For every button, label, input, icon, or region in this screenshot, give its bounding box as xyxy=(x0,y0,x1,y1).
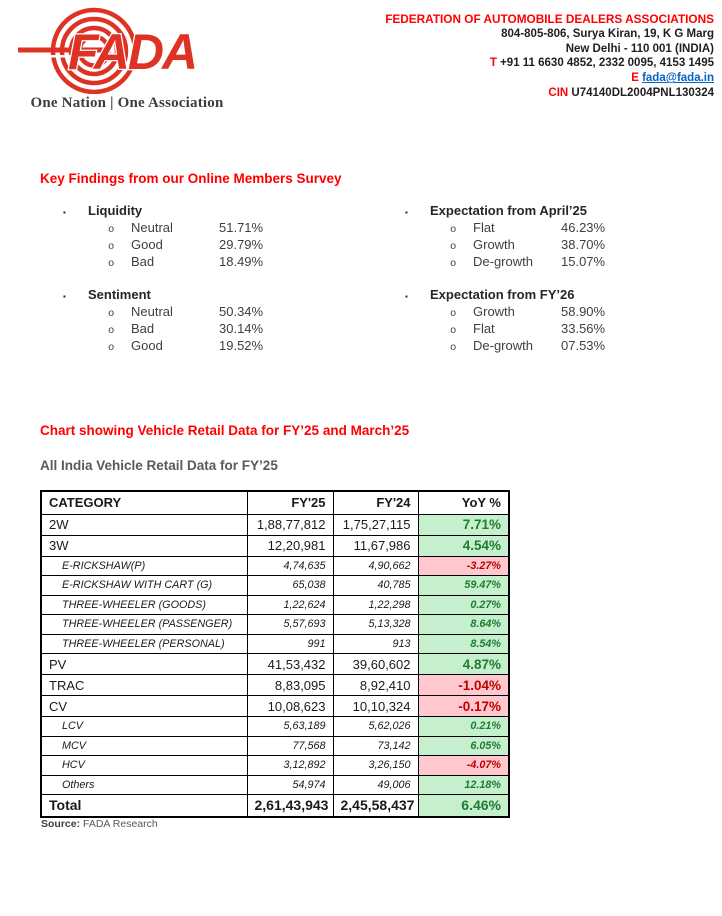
survey-group xyxy=(405,202,722,270)
survey-item-label: Bad xyxy=(131,254,155,269)
fy25-cell: 991 xyxy=(247,634,333,654)
vehicle-table-body xyxy=(41,514,509,817)
yoy-cell: 6.46% xyxy=(418,795,509,817)
table-row xyxy=(41,756,509,776)
square-bullet-icon: ▪ xyxy=(63,292,66,301)
survey-item-value: 19.52% xyxy=(219,338,264,353)
square-bullet-icon: ▪ xyxy=(405,208,408,217)
table-row xyxy=(41,696,509,717)
circle-bullet-icon: o xyxy=(450,325,457,337)
category-cell: THREE-WHEELER (GOODS) xyxy=(41,595,247,615)
survey-group-title-row xyxy=(63,202,393,219)
table-row xyxy=(41,615,509,635)
survey-item-value: 30.14% xyxy=(219,321,264,336)
fy25-cell: 1,88,77,812 xyxy=(247,514,333,535)
yoy-cell: 6.05% xyxy=(418,736,509,756)
fy25-cell: 5,63,189 xyxy=(247,717,333,737)
fy24-cell: 39,60,602 xyxy=(333,654,418,675)
survey-item-row xyxy=(63,253,393,270)
square-bullet-icon: ▪ xyxy=(63,208,66,217)
fy24-cell: 913 xyxy=(333,634,418,654)
survey-item-value: 51.71% xyxy=(219,220,264,235)
table-row xyxy=(41,634,509,654)
email-line xyxy=(354,71,714,86)
fy24-cell: 11,67,986 xyxy=(333,535,418,556)
survey-item-label: De-growth xyxy=(473,338,533,353)
category-cell: Total xyxy=(41,795,247,817)
vehicle-retail-table xyxy=(40,490,510,818)
circle-bullet-icon: o xyxy=(108,325,115,337)
circle-bullet-icon: o xyxy=(108,342,115,354)
survey-item-label: Neutral xyxy=(131,220,173,235)
survey-group-title-row xyxy=(405,286,722,303)
fy24-cell: 10,10,324 xyxy=(333,696,418,717)
circle-bullet-icon: o xyxy=(450,342,457,354)
yoy-cell: 12.18% xyxy=(418,775,509,795)
survey-group-title: Expectation from FY’26 xyxy=(430,287,575,302)
logo-block xyxy=(14,6,240,112)
address-line-1: 804-805-806, Surya Kiran, 19, K G Marg xyxy=(501,27,714,40)
survey-group-title-row xyxy=(63,286,393,303)
fy25-cell: 8,83,095 xyxy=(247,675,333,696)
circle-bullet-icon: o xyxy=(108,258,115,270)
survey-item-label: Growth xyxy=(473,237,515,252)
circle-bullet-icon: o xyxy=(108,224,115,236)
survey-item-label: De-growth xyxy=(473,254,533,269)
category-cell: HCV xyxy=(41,756,247,776)
yoy-cell: 7.71% xyxy=(418,514,509,535)
fy25-cell: 54,974 xyxy=(247,775,333,795)
source-value: FADA Research xyxy=(83,818,158,830)
circle-bullet-icon: o xyxy=(108,308,115,320)
fy24-cell: 5,13,328 xyxy=(333,615,418,635)
phone-number: +91 11 6630 4852, 2332 0095, 4153 1495 xyxy=(500,57,714,70)
fy24-cell: 1,22,298 xyxy=(333,595,418,615)
fada-logo-icon xyxy=(14,6,240,94)
survey-item-row xyxy=(405,253,722,270)
category-cell: PV xyxy=(41,654,247,675)
survey-item-label: Growth xyxy=(473,304,515,319)
survey-group-title: Liquidity xyxy=(88,203,143,218)
yoy-cell: -4.07% xyxy=(418,756,509,776)
category-cell: LCV xyxy=(41,717,247,737)
survey-group-title: Expectation from April’25 xyxy=(430,203,587,218)
fy25-cell: 1,22,624 xyxy=(247,595,333,615)
yoy-cell: 59.47% xyxy=(418,576,509,596)
fy24-cell: 73,142 xyxy=(333,736,418,756)
table-row xyxy=(41,576,509,596)
header-yoy: YoY % xyxy=(418,491,509,514)
survey-item-label: Flat xyxy=(473,220,495,235)
yoy-cell: 8.64% xyxy=(418,615,509,635)
circle-bullet-icon: o xyxy=(450,224,457,236)
fy25-cell: 65,038 xyxy=(247,576,333,596)
circle-bullet-icon: o xyxy=(450,241,457,253)
table-row xyxy=(41,535,509,556)
square-bullet-icon: ▪ xyxy=(405,292,408,301)
header-fy24: FY'24 xyxy=(333,491,418,514)
survey-item-row xyxy=(63,337,393,354)
table-row xyxy=(41,556,509,576)
survey-item-value: 33.56% xyxy=(561,321,606,336)
fy25-cell: 77,568 xyxy=(247,736,333,756)
survey-item-value: 07.53% xyxy=(561,338,606,353)
fy25-cell: 10,08,623 xyxy=(247,696,333,717)
yoy-cell: 8.54% xyxy=(418,634,509,654)
category-cell: E-RICKSHAW(P) xyxy=(41,556,247,576)
fy24-cell: 49,006 xyxy=(333,775,418,795)
table-row xyxy=(41,717,509,737)
survey-item-label: Neutral xyxy=(131,304,173,319)
fy24-cell: 5,62,026 xyxy=(333,717,418,737)
letterhead-contact-block xyxy=(354,12,714,101)
cin-prefix: CIN xyxy=(548,86,569,99)
address-line-2: New Delhi - 110 001 (INDIA) xyxy=(565,42,714,55)
fy25-cell: 41,53,432 xyxy=(247,654,333,675)
survey-item-value: 58.90% xyxy=(561,304,606,319)
survey-item-value: 38.70% xyxy=(561,237,606,252)
fy25-cell: 12,20,981 xyxy=(247,535,333,556)
survey-item-value: 29.79% xyxy=(219,237,264,252)
fy24-cell: 2,45,58,437 xyxy=(333,795,418,817)
survey-item-row xyxy=(405,219,722,236)
survey-item-value: 46.23% xyxy=(561,220,606,235)
survey-group xyxy=(63,202,393,270)
category-cell: TRAC xyxy=(41,675,247,696)
fy24-cell: 1,75,27,115 xyxy=(333,514,418,535)
phone-line xyxy=(354,56,714,71)
survey-item-row xyxy=(63,320,393,337)
survey-item-row xyxy=(63,219,393,236)
category-cell: 3W xyxy=(41,535,247,556)
survey-item-row xyxy=(63,303,393,320)
category-cell: THREE-WHEELER (PASSENGER) xyxy=(41,615,247,635)
circle-bullet-icon: o xyxy=(108,241,115,253)
yoy-cell: -3.27% xyxy=(418,556,509,576)
fy25-cell: 5,57,693 xyxy=(247,615,333,635)
table-subtitle: All India Vehicle Retail Data for FY’25 xyxy=(40,458,278,473)
category-cell: CV xyxy=(41,696,247,717)
org-name: FEDERATION OF AUTOMOBILE DEALERS ASSOCIATIONS xyxy=(385,12,714,26)
survey-item-row xyxy=(405,236,722,253)
category-cell: 2W xyxy=(41,514,247,535)
survey-item-label: Good xyxy=(131,338,163,353)
category-cell: MCV xyxy=(41,736,247,756)
yoy-cell: -0.17% xyxy=(418,696,509,717)
survey-section-title: Key Findings from our Online Members Survey xyxy=(40,171,342,186)
survey-item-label: Good xyxy=(131,237,163,252)
fy25-cell: 4,74,635 xyxy=(247,556,333,576)
table-row xyxy=(41,775,509,795)
survey-item-row xyxy=(405,337,722,354)
fy24-cell: 4,90,662 xyxy=(333,556,418,576)
chart-section-title: Chart showing Vehicle Retail Data for FY’25 and March’25 xyxy=(40,423,410,438)
circle-bullet-icon: o xyxy=(450,258,457,270)
yoy-cell: -1.04% xyxy=(418,675,509,696)
survey-group-title: Sentiment xyxy=(88,287,151,302)
survey-item-value: 15.07% xyxy=(561,254,606,269)
source-note xyxy=(41,818,158,830)
table-row xyxy=(41,514,509,535)
yoy-cell: 4.87% xyxy=(418,654,509,675)
cin-line xyxy=(354,86,714,101)
survey-item-row xyxy=(63,236,393,253)
yoy-cell: 0.21% xyxy=(418,717,509,737)
survey-group xyxy=(405,286,722,354)
fy25-cell: 3,12,892 xyxy=(247,756,333,776)
table-row xyxy=(41,675,509,696)
header-fy25: FY'25 xyxy=(247,491,333,514)
table-row xyxy=(41,795,509,817)
table-row xyxy=(41,654,509,675)
yoy-cell: 0.27% xyxy=(418,595,509,615)
logo-tagline: One Nation | One Association xyxy=(30,95,224,111)
survey-item-row xyxy=(405,320,722,337)
table-row xyxy=(41,595,509,615)
table-header-row xyxy=(41,491,509,514)
fy24-cell: 3,26,150 xyxy=(333,756,418,776)
category-cell: Others xyxy=(41,775,247,795)
survey-item-value: 18.49% xyxy=(219,254,264,269)
category-cell: THREE-WHEELER (PERSONAL) xyxy=(41,634,247,654)
logo-text: FADA xyxy=(68,24,197,80)
survey-item-value: 50.34% xyxy=(219,304,264,319)
survey-item-label: Bad xyxy=(131,321,155,336)
table-row xyxy=(41,736,509,756)
header-category: CATEGORY xyxy=(41,491,247,514)
survey-group xyxy=(63,286,393,354)
fy25-cell: 2,61,43,943 xyxy=(247,795,333,817)
circle-bullet-icon: o xyxy=(450,308,457,320)
survey-column-left xyxy=(63,202,393,370)
fy24-cell: 40,785 xyxy=(333,576,418,596)
survey-item-label: Flat xyxy=(473,321,495,336)
category-cell: E-RICKSHAW WITH CART (G) xyxy=(41,576,247,596)
email-link[interactable]: fada@fada.in xyxy=(642,72,714,85)
phone-prefix: T xyxy=(489,57,497,70)
survey-item-row xyxy=(405,303,722,320)
survey-group-title-row xyxy=(405,202,722,219)
survey-column-right xyxy=(405,202,722,370)
email-prefix: E xyxy=(631,72,639,85)
source-label: Source: xyxy=(41,818,81,830)
cin-number: U74140DL2004PNL130324 xyxy=(571,86,714,99)
yoy-cell: 4.54% xyxy=(418,535,509,556)
fy24-cell: 8,92,410 xyxy=(333,675,418,696)
